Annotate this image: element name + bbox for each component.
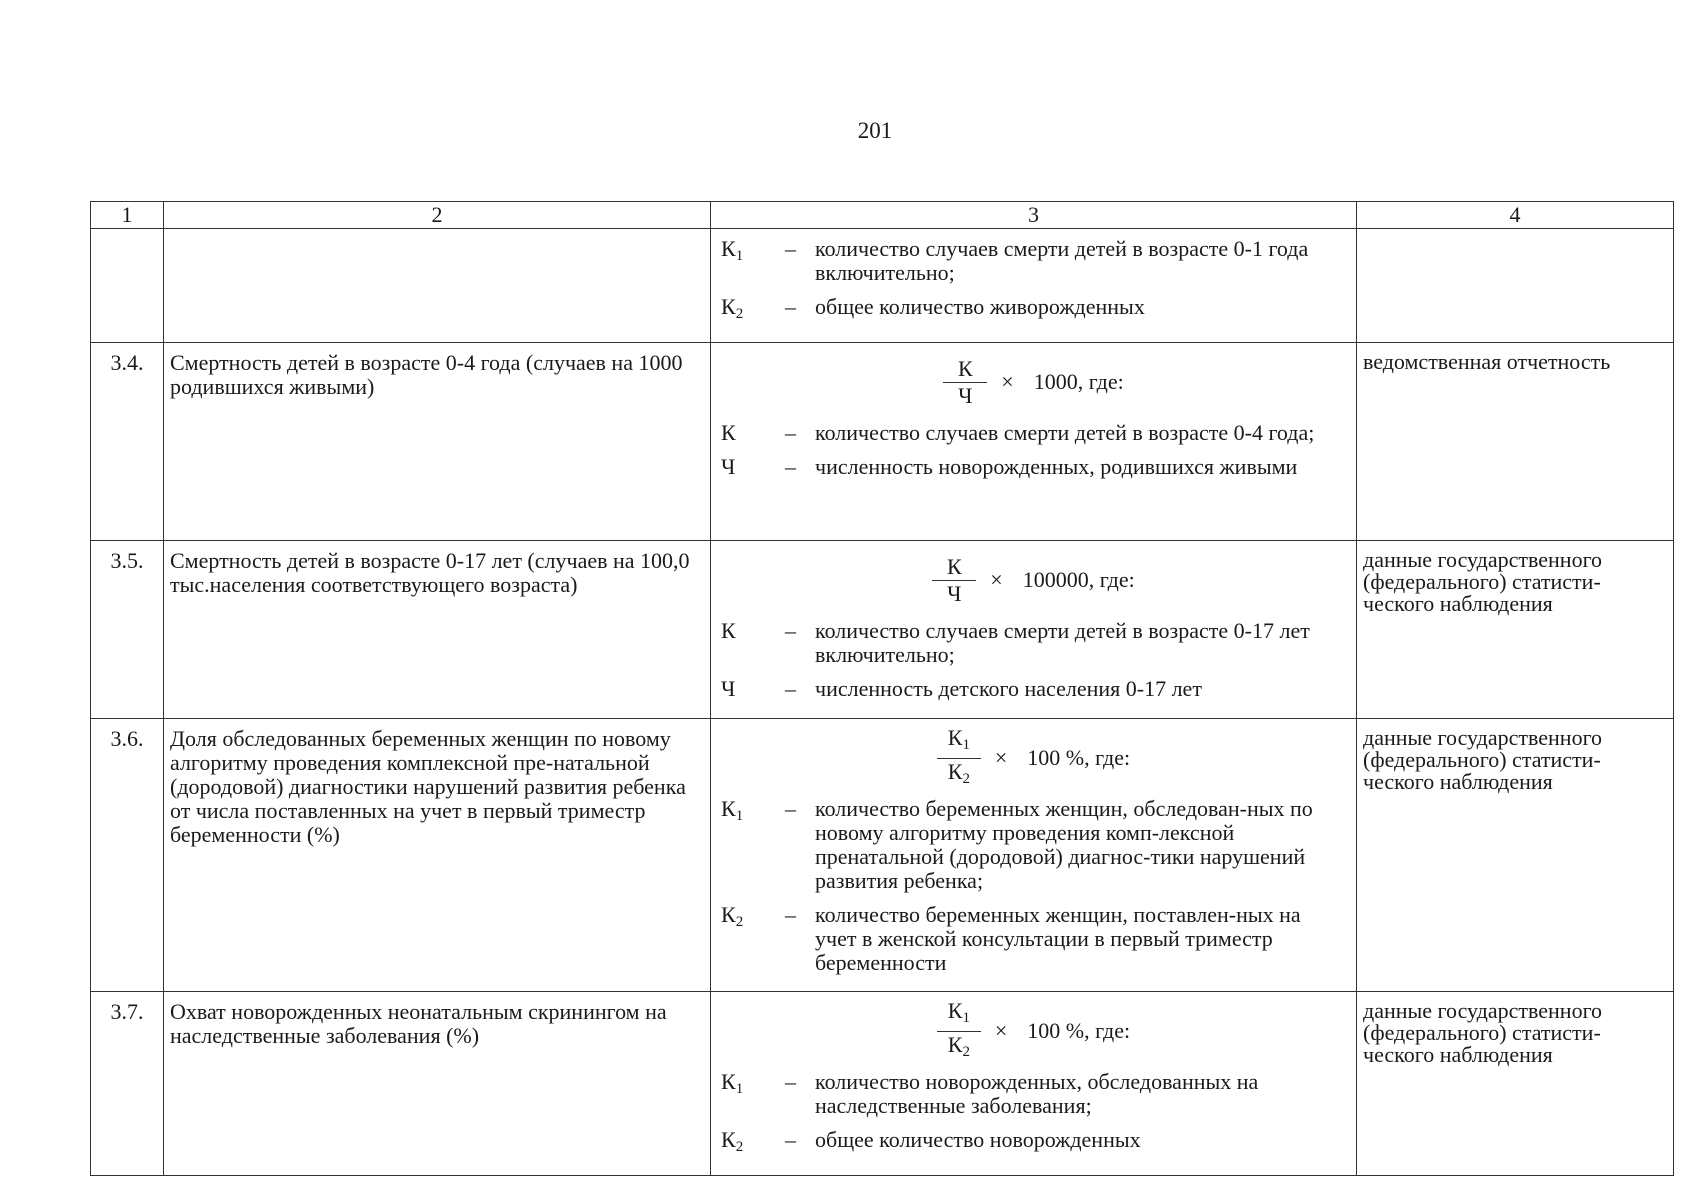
indicator-table xyxy=(90,201,1674,1176)
data-source: данные государственного (федерального) статисти-ческого наблюдения xyxy=(1357,719,1674,992)
table-header-row xyxy=(91,202,1674,229)
definition-dash: – xyxy=(785,1069,796,1094)
multiply-sign: × xyxy=(990,567,1003,592)
variable-symbol xyxy=(721,677,785,701)
numerator-symbol-letter: К xyxy=(947,997,963,1023)
multiply-sign: × xyxy=(1001,369,1014,394)
variable-definition xyxy=(721,677,1346,701)
variable-definition xyxy=(721,1128,1346,1159)
numerator-symbol-index: 1 xyxy=(962,736,970,753)
page-number: 201 xyxy=(857,118,893,143)
fraction-denominator xyxy=(942,1032,976,1065)
variable-definition xyxy=(721,797,1346,893)
variable-symbol xyxy=(721,1069,744,1097)
denominator-symbol-index: 2 xyxy=(962,1043,970,1060)
variable-symbol-letter: К xyxy=(721,420,736,445)
indicator-number xyxy=(91,229,164,343)
variable-symbol xyxy=(721,295,785,326)
variable-description: численность детского населения 0-17 лет xyxy=(815,676,1202,701)
fraction-numerator xyxy=(952,356,979,382)
table-row xyxy=(91,343,1674,541)
table-row xyxy=(91,719,1674,992)
variable-symbol xyxy=(721,236,744,264)
variable-description: количество случаев смерти детей в возрасте 0-4 года; xyxy=(815,420,1315,445)
variable-symbol xyxy=(721,1070,785,1118)
fraction-denominator xyxy=(952,383,978,409)
variable-symbol xyxy=(721,618,736,643)
variable-definition xyxy=(721,455,1346,479)
calculation-method xyxy=(711,541,1357,719)
numerator-symbol xyxy=(958,356,973,381)
variable-definition xyxy=(721,619,1346,667)
variable-symbol xyxy=(721,294,744,322)
variable-symbol xyxy=(721,1128,785,1159)
variable-description: общее количество новорожденных xyxy=(815,1127,1141,1152)
formula-multiplier: 1000, где: xyxy=(1033,369,1124,394)
denominator-symbol-letter: Ч xyxy=(947,580,962,606)
definition-dash: – xyxy=(785,618,796,643)
fraction-numerator xyxy=(942,725,976,758)
formula xyxy=(721,549,1346,611)
indicator-name: Смертность детей в возрасте 0-17 лет (случаев на 100,0 тыс.населения соответствующего возраста) xyxy=(164,541,711,719)
variable-symbol xyxy=(721,797,785,893)
variable-symbol-letter: Ч xyxy=(721,676,736,701)
indicator-name: Смертность детей в возрасте 0-4 года (случаев на 1000 родившихся живыми) xyxy=(164,343,711,541)
variable-symbol-index: 1 xyxy=(735,248,744,264)
denominator-symbol-letter: К xyxy=(947,758,963,784)
indicator-number: 3.5. xyxy=(91,541,164,719)
variable-symbol xyxy=(721,420,736,445)
column-header: 3 xyxy=(711,202,1357,229)
fraction-denominator xyxy=(941,581,967,607)
denominator-symbol-letter: К xyxy=(947,1031,963,1057)
variable-description: количество случаев смерти детей в возрасте 0-17 лет включительно; xyxy=(815,618,1310,667)
formula-multiplier: 100000, где: xyxy=(1022,567,1135,592)
variable-symbol-letter: К xyxy=(721,294,736,319)
variable-symbol xyxy=(721,1127,744,1155)
table-row xyxy=(91,229,1674,343)
definition-dash: – xyxy=(785,1127,796,1152)
formula xyxy=(721,997,1346,1062)
variable-symbol-index: 1 xyxy=(735,1081,744,1097)
denominator-symbol-letter: Ч xyxy=(958,382,973,408)
definition-dash: – xyxy=(785,420,796,445)
column-header: 2 xyxy=(164,202,711,229)
variable-description: количество беременных женщин, обследован-ных по новому алгоритму проведения комп-лексной пренатальной (дородовой) диагнос-тики нарушений развития ребенка; xyxy=(815,796,1313,893)
variable-symbol-index: 1 xyxy=(735,808,744,824)
variable-symbol-index: 2 xyxy=(735,306,744,322)
denominator-symbol-index: 2 xyxy=(962,770,970,787)
formula xyxy=(721,724,1346,789)
fraction-denominator xyxy=(942,759,976,792)
definition-dash: – xyxy=(785,676,796,701)
definition-dash: – xyxy=(785,796,796,821)
variable-symbol-letter: К xyxy=(721,1069,736,1094)
formula-multiplier: 100 %, где: xyxy=(1027,1018,1131,1043)
variable-description: численность новорожденных, родившихся живыми xyxy=(815,454,1298,479)
indicator-name xyxy=(164,229,711,343)
variable-symbol xyxy=(721,421,785,445)
data-source: данные государственного (федерального) статисти-ческого наблюдения xyxy=(1357,541,1674,719)
variable-definition xyxy=(721,237,1346,285)
calculation-method xyxy=(711,992,1357,1176)
indicator-number: 3.4. xyxy=(91,343,164,541)
numerator-symbol-index: 1 xyxy=(962,1009,970,1026)
variable-symbol xyxy=(721,455,785,479)
variable-symbol-index: 2 xyxy=(735,914,744,930)
variable-symbol xyxy=(721,903,785,975)
definition-dash: – xyxy=(785,294,796,319)
data-source: ведомственная отчетность xyxy=(1357,343,1674,541)
numerator-symbol-letter: К xyxy=(946,553,962,579)
variable-symbol xyxy=(721,237,785,285)
variable-symbol-letter: Ч xyxy=(721,454,736,479)
variable-description: количество беременных женщин, поставлен-ных на учет в женской консультации в первый триместр беременности xyxy=(815,902,1301,975)
indicator-name: Доля обследованных беременных женщин по новому алгоритму проведения комплексной пре-натальной (дородовой) диагностики нарушений развития ребенка от числа поставленных на учет в первый триместр беременности (%) xyxy=(164,719,711,992)
column-header: 4 xyxy=(1357,202,1674,229)
definition-dash: – xyxy=(785,236,796,261)
fraction xyxy=(943,356,987,409)
variable-symbol xyxy=(721,676,735,701)
fraction-numerator xyxy=(942,998,976,1031)
variable-symbol-letter: К xyxy=(721,902,736,927)
indicator-name: Охват новорожденных неонатальным скринингом на наследственные заболевания (%) xyxy=(164,992,711,1176)
variable-symbol-letter: К xyxy=(721,236,736,261)
variable-definition xyxy=(721,295,1346,326)
variable-symbol-index: 2 xyxy=(735,1139,744,1155)
fraction xyxy=(937,998,981,1065)
variable-symbol-letter: К xyxy=(721,1127,736,1152)
variable-definition xyxy=(721,1070,1346,1118)
variable-symbol xyxy=(721,902,744,930)
variable-symbol-letter: К xyxy=(721,618,736,643)
multiply-sign: × xyxy=(994,745,1008,770)
calculation-method xyxy=(711,343,1357,541)
variable-definition xyxy=(721,421,1346,445)
numerator-symbol xyxy=(947,724,970,753)
table-row xyxy=(91,992,1674,1176)
denominator-symbol xyxy=(947,1031,970,1060)
indicator-number: 3.7. xyxy=(91,992,164,1176)
calculation-method xyxy=(711,229,1357,343)
fraction xyxy=(932,554,976,607)
variable-symbol-letter: К xyxy=(721,796,736,821)
multiply-sign: × xyxy=(994,1018,1008,1043)
fraction-numerator xyxy=(941,554,968,580)
numerator-symbol xyxy=(947,997,970,1026)
indicator-number: 3.6. xyxy=(91,719,164,992)
denominator-symbol xyxy=(947,758,970,787)
formula xyxy=(721,351,1346,413)
numerator-symbol-letter: К xyxy=(947,724,963,750)
variable-symbol xyxy=(721,454,735,479)
numerator-symbol-letter: К xyxy=(957,355,973,381)
table-row xyxy=(91,541,1674,719)
variable-description: общее количество живорожденных xyxy=(815,294,1145,319)
definition-dash: – xyxy=(785,454,796,479)
calculation-method xyxy=(711,719,1357,992)
variable-symbol xyxy=(721,619,785,667)
variable-description: количество случаев смерти детей в возрасте 0-1 года включительно; xyxy=(815,236,1309,285)
column-header: 1 xyxy=(91,202,164,229)
data-source: данные государственного (федерального) статисти-ческого наблюдения xyxy=(1357,992,1674,1176)
variable-symbol xyxy=(721,796,744,824)
data-source xyxy=(1357,229,1674,343)
numerator-symbol xyxy=(947,554,962,579)
variable-definition xyxy=(721,903,1346,975)
variable-description: количество новорожденных, обследованных на наследственные заболевания; xyxy=(815,1069,1259,1118)
definition-dash: – xyxy=(785,902,796,927)
fraction xyxy=(937,725,981,792)
denominator-symbol xyxy=(947,581,961,606)
formula-multiplier: 100 %, где: xyxy=(1027,745,1131,770)
denominator-symbol xyxy=(958,383,972,408)
